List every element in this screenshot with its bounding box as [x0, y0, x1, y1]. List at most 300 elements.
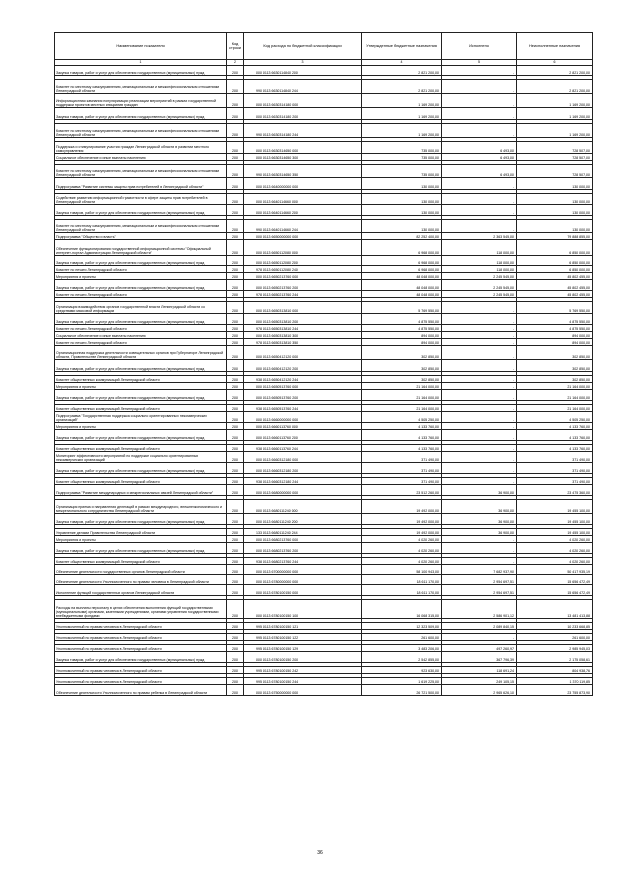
- row-executed: -: [442, 463, 517, 474]
- row-budget-code: 995 0113 6780100150 242: [244, 667, 362, 674]
- header-executed: Исполнено: [442, 33, 517, 60]
- row-budget-code: 000 0113 6650313810 000: [244, 302, 362, 314]
- row-code: 200: [227, 383, 244, 390]
- row-executed: 2 245 545,00: [442, 280, 517, 291]
- row-approved: 4 133 760,00: [362, 430, 442, 441]
- row-name: Комитет по местному самоуправлению, межнациональным и межконфессиональным отношениям Ленинградской области: [55, 220, 227, 233]
- row-budget-code: 000 0113 6630314180 200: [244, 108, 362, 120]
- row-unexecuted: 21 164 000,00: [517, 390, 593, 401]
- row-code: 200: [227, 240, 244, 256]
- row-approved: 21 164 000,00: [362, 383, 442, 390]
- row-unexecuted: 130 000,00: [517, 194, 593, 205]
- row-name: Комитет по печати Ленинградской области: [55, 325, 227, 332]
- row-code: 200: [227, 667, 244, 674]
- row-budget-code: 000 0113 6660113760 000: [244, 423, 362, 430]
- column-number: 1: [55, 60, 227, 66]
- row-approved: 3 483 206,00: [362, 645, 442, 652]
- row-approved: 4 875 550,00: [362, 314, 442, 325]
- row-code: 200: [227, 291, 244, 298]
- row-budget-code: 000 0113 6660000000 000: [244, 412, 362, 423]
- row-executed: -: [442, 178, 517, 190]
- row-code: 200: [227, 536, 244, 543]
- row-unexecuted: 302 850,00: [517, 376, 593, 383]
- row-name: Комитет общественных коммуникаций Ленинградской области: [55, 478, 227, 485]
- row-code: 200: [227, 94, 244, 108]
- table-row: [55, 346, 593, 360]
- row-approved: 48 048 000,00: [362, 291, 442, 298]
- row-name: Мероприятия и проекты: [55, 383, 227, 390]
- row-executed: 2 586 901,12: [442, 600, 517, 619]
- row-approved: 1 169 200,00: [362, 124, 442, 138]
- row-budget-code: 990 0113 6630314650 350: [244, 165, 362, 178]
- row-budget-code: 000 0113 6680111240 000: [244, 500, 362, 514]
- row-name: Управление делами Правительства Ленинградской области: [55, 529, 227, 536]
- row-budget-code: 000 0113 6630114840 200: [244, 66, 362, 76]
- table-row: [55, 194, 593, 205]
- row-approved: 4 020 260,00: [362, 558, 442, 565]
- row-budget-code: 938 0113 6660312180 244: [244, 478, 362, 485]
- table-row: [55, 273, 593, 280]
- row-name: Мероприятия и проекты: [55, 423, 227, 430]
- row-executed: 2 363 545,00: [442, 233, 517, 240]
- row-executed: 7 682 937,90: [442, 565, 517, 575]
- table-row: [55, 266, 593, 273]
- row-executed: -: [442, 634, 517, 641]
- table-row: [55, 142, 593, 154]
- row-code: 200: [227, 266, 244, 273]
- table-row: [55, 154, 593, 161]
- table-row: [55, 652, 593, 663]
- row-code: 200: [227, 273, 244, 280]
- row-code: 200: [227, 376, 244, 383]
- row-approved: 130 000,00: [362, 194, 442, 205]
- table-row: [55, 405, 593, 412]
- row-unexecuted: 728 507,00: [517, 142, 593, 154]
- row-unexecuted: 4 133 760,00: [517, 423, 593, 430]
- row-code: 200: [227, 412, 244, 423]
- row-approved: 371 490,00: [362, 478, 442, 485]
- row-code: 200: [227, 514, 244, 525]
- row-executed: 2 245 545,00: [442, 291, 517, 298]
- row-executed: -: [442, 405, 517, 412]
- row-budget-code: 000 0113 6680111240 200: [244, 514, 362, 525]
- table-row: [55, 240, 593, 256]
- row-code: 200: [227, 256, 244, 266]
- row-approved: 48 048 000,00: [362, 280, 442, 291]
- table-row: [55, 339, 593, 346]
- row-approved: 5 769 550,00: [362, 302, 442, 314]
- row-name: Организация приема и направления делегаций в рамках международного, внешнеэкономического и межрегионального сотрудничества Ленинградской области: [55, 500, 227, 514]
- row-approved: 4 133 760,00: [362, 445, 442, 452]
- row-approved: 18 611 170,00: [362, 575, 442, 585]
- row-budget-code: 000 0113 6650313810 200: [244, 314, 362, 325]
- table-row: [55, 543, 593, 554]
- row-executed: -: [442, 536, 517, 543]
- row-name: Социальное обеспечение и иные выплаты населению: [55, 154, 227, 161]
- row-unexecuted: 5 769 550,00: [517, 302, 593, 314]
- column-number: 4: [362, 60, 442, 66]
- row-code: 200: [227, 478, 244, 485]
- row-approved: 19 492 000,00: [362, 514, 442, 525]
- row-unexecuted: 1 169 200,00: [517, 124, 593, 138]
- row-executed: -: [442, 94, 517, 108]
- row-code: 200: [227, 165, 244, 178]
- row-unexecuted: 1 370 119,85: [517, 678, 593, 685]
- row-code: 200: [227, 108, 244, 120]
- row-code: 200: [227, 124, 244, 138]
- table-row: [55, 280, 593, 291]
- table-row: [55, 66, 593, 76]
- row-name: Комитет по местному самоуправлению, межнациональным и межконфессиональным отношениям Ленинградской области: [55, 165, 227, 178]
- table-row: [55, 529, 593, 536]
- row-budget-code: 000 0113 6700000000 000: [244, 565, 362, 575]
- row-unexecuted: 45 802 455,00: [517, 291, 593, 298]
- row-code: 200: [227, 154, 244, 161]
- row-code: 200: [227, 634, 244, 641]
- table-row: [55, 291, 593, 298]
- row-budget-code: 000 0113 6780100150 100: [244, 600, 362, 619]
- row-executed: -: [442, 124, 517, 138]
- row-approved: 130 000,00: [362, 205, 442, 216]
- row-approved: 4 020 260,00: [362, 543, 442, 554]
- row-name: Подпрограмма "Развитие системы защиты прав потребителей в Ленинградской области": [55, 178, 227, 190]
- row-unexecuted: 79 888 855,00: [517, 233, 593, 240]
- row-name: Мероприятия и проекты: [55, 273, 227, 280]
- row-executed: 367 796,39: [442, 652, 517, 663]
- row-budget-code: 990 0113 6640114660 244: [244, 220, 362, 233]
- row-unexecuted: 261 600,00: [517, 634, 593, 641]
- row-approved: 130 000,00: [362, 220, 442, 233]
- row-executed: -: [442, 423, 517, 430]
- table-row: [55, 463, 593, 474]
- row-budget-code: 000 0113 6650000000 000: [244, 233, 362, 240]
- row-approved: 1 169 200,00: [362, 108, 442, 120]
- table-row: [55, 360, 593, 372]
- row-code: 200: [227, 678, 244, 685]
- row-approved: 26 721 500,00: [362, 685, 442, 696]
- row-approved: 371 490,00: [362, 452, 442, 463]
- row-budget-code: 000 0113 6630314650 300: [244, 154, 362, 161]
- row-executed: -: [442, 325, 517, 332]
- row-unexecuted: 15 656 472,49: [517, 575, 593, 585]
- row-name: Исполнение функций государственных органов Ленинградской области: [55, 585, 227, 596]
- row-executed: -: [442, 445, 517, 452]
- row-unexecuted: 894 000,00: [517, 332, 593, 339]
- row-approved: 302 850,00: [362, 376, 442, 383]
- column-number: 5: [442, 60, 517, 66]
- row-name: Закупка товаров, работ и услуг для обеспечения государственных (муниципальных) нужд: [55, 66, 227, 76]
- row-budget-code: 000 0113 6680213760 000: [244, 536, 362, 543]
- row-unexecuted: 1 169 200,00: [517, 108, 593, 120]
- row-executed: 2 245 545,00: [442, 273, 517, 280]
- row-approved: 6 968 000,00: [362, 256, 442, 266]
- row-budget-code: 978 0113 6650313810 244: [244, 325, 362, 332]
- row-budget-code: 000 0113 6640114660 200: [244, 205, 362, 216]
- row-unexecuted: 15 656 472,49: [517, 585, 593, 596]
- row-budget-code: 978 0113 6650313810 350: [244, 339, 362, 346]
- row-approved: 2 542 855,00: [362, 652, 442, 663]
- row-code: 200: [227, 233, 244, 240]
- row-budget-code: 000 0113 6640114660 000: [244, 194, 362, 205]
- row-name: Комитет по печати Ленинградской области: [55, 339, 227, 346]
- row-unexecuted: 804 938,76: [517, 667, 593, 674]
- row-unexecuted: 371 490,00: [517, 478, 593, 485]
- row-unexecuted: 2 175 058,61: [517, 652, 593, 663]
- row-code: 200: [227, 585, 244, 596]
- row-budget-code: 978 0113 6650112080 240: [244, 266, 362, 273]
- row-budget-code: 978 0113 6650213760 244: [244, 291, 362, 298]
- row-executed: 2 089 840,15: [442, 623, 517, 630]
- row-executed: -: [442, 478, 517, 485]
- row-name: Закупка товаров, работ и услуг для обеспечения государственных (муниципальных) нужд: [55, 390, 227, 401]
- row-approved: 23 512 260,00: [362, 485, 442, 496]
- row-executed: -: [442, 332, 517, 339]
- row-executed: -: [442, 558, 517, 565]
- row-code: 200: [227, 558, 244, 565]
- report-sheet: [54, 32, 592, 696]
- row-executed: 118 000,00: [442, 240, 517, 256]
- row-code: 200: [227, 346, 244, 360]
- row-executed: -: [442, 430, 517, 441]
- row-unexecuted: 4 505 250,00: [517, 412, 593, 423]
- row-code: 200: [227, 565, 244, 575]
- row-unexecuted: 1 169 200,00: [517, 94, 593, 108]
- row-executed: -: [442, 346, 517, 360]
- row-executed: -: [442, 314, 517, 325]
- table-row: [55, 314, 593, 325]
- row-unexecuted: 2 821 200,00: [517, 66, 593, 76]
- row-executed: 6 493,00: [442, 142, 517, 154]
- table-row: [55, 575, 593, 585]
- row-approved: 19 492 000,00: [362, 529, 442, 536]
- row-budget-code: 000 0113 6650513760 200: [244, 390, 362, 401]
- row-code: 200: [227, 205, 244, 216]
- row-approved: 1 619 225,00: [362, 678, 442, 685]
- row-unexecuted: 50 417 935,19: [517, 565, 593, 575]
- table-row: [55, 423, 593, 430]
- row-executed: 118 691,24: [442, 667, 517, 674]
- table-row: [55, 478, 593, 485]
- row-executed: 2 965 626,10: [442, 685, 517, 696]
- row-name: Уполномоченный по правам человека в Ленинградской области: [55, 678, 227, 685]
- row-code: 200: [227, 543, 244, 554]
- row-approved: 735 000,00: [362, 142, 442, 154]
- table-row: [55, 685, 593, 696]
- row-executed: -: [442, 108, 517, 120]
- row-budget-code: 000 0113 6780100150 000: [244, 585, 362, 596]
- row-name: Подпрограмма "Развитие международных и межрегиональных связей Ленинградской области": [55, 485, 227, 496]
- row-executed: -: [442, 376, 517, 383]
- row-name: Закупка товаров, работ и услуг для обеспечения государственных (муниципальных) нужд: [55, 205, 227, 216]
- row-name: Комитет по местному самоуправлению, межнациональным и межконфессиональным отношениям Ленинградской области: [55, 80, 227, 94]
- row-executed: -: [442, 220, 517, 233]
- row-executed: -: [442, 383, 517, 390]
- row-unexecuted: 130 000,00: [517, 220, 593, 233]
- row-unexecuted: 4 875 550,00: [517, 314, 593, 325]
- row-unexecuted: 371 490,00: [517, 452, 593, 463]
- row-name: Закупка товаров, работ и услуг для обеспечения государственных (муниципальных) нужд: [55, 514, 227, 525]
- column-number: 2: [227, 60, 244, 66]
- row-approved: 4 020 260,00: [362, 536, 442, 543]
- row-unexecuted: 19 455 100,00: [517, 529, 593, 536]
- row-executed: -: [442, 543, 517, 554]
- row-code: 200: [227, 529, 244, 536]
- table-row: [55, 430, 593, 441]
- row-name: Закупка товаров, работ и услуг для обеспечения государственных (муниципальных) нужд: [55, 463, 227, 474]
- row-unexecuted: 4 020 260,00: [517, 558, 593, 565]
- row-code: 200: [227, 652, 244, 663]
- row-executed: -: [442, 302, 517, 314]
- table-row: [55, 485, 593, 496]
- table-row: [55, 623, 593, 630]
- row-unexecuted: 45 802 455,00: [517, 273, 593, 280]
- header-approved: Утвержденные бюджетные назначения: [362, 33, 442, 60]
- row-executed: 118 000,00: [442, 256, 517, 266]
- row-budget-code: 000 0113 6630314650 000: [244, 142, 362, 154]
- row-name: Комитет общественных коммуникаций Ленинградской области: [55, 405, 227, 412]
- row-unexecuted: 130 000,00: [517, 178, 593, 190]
- header-row-code: Код строки: [227, 33, 244, 60]
- row-code: 200: [227, 575, 244, 585]
- row-name: Обеспечение деятельности Уполномоченного по правам ребенка в Ленинградской области: [55, 685, 227, 696]
- table-row: [55, 452, 593, 463]
- row-code: 200: [227, 220, 244, 233]
- header-unexecuted: Неисполненные назначения: [517, 33, 593, 60]
- row-name: Поддержка и стимулирование участия граждан Ленинградской области в развитии местного самоуправления: [55, 142, 227, 154]
- table-header-row: [55, 33, 593, 60]
- row-code: 200: [227, 500, 244, 514]
- row-executed: 36 900,00: [442, 485, 517, 496]
- row-approved: 735 000,00: [362, 165, 442, 178]
- row-code: 200: [227, 485, 244, 496]
- table-row: [55, 390, 593, 401]
- row-executed: 6 493,00: [442, 154, 517, 161]
- row-approved: 58 100 943,00: [362, 565, 442, 575]
- row-unexecuted: 21 164 000,00: [517, 405, 593, 412]
- row-unexecuted: 2 821 200,00: [517, 80, 593, 94]
- row-approved: 894 000,00: [362, 339, 442, 346]
- header-name: Наименование показателя: [55, 33, 227, 60]
- table-row: [55, 325, 593, 332]
- row-approved: 371 490,00: [362, 463, 442, 474]
- row-executed: 6 493,00: [442, 165, 517, 178]
- row-approved: 302 850,00: [362, 360, 442, 372]
- row-name: Закупка товаров, работ и услуг для обеспечения государственных (муниципальных) нужд: [55, 280, 227, 291]
- row-name: Организация взаимодействия органов государственной власти Ленинградской области со средствами массовой информации: [55, 302, 227, 314]
- table-row: [55, 645, 593, 652]
- row-code: 200: [227, 360, 244, 372]
- row-budget-code: 938 0113 6680213760 244: [244, 558, 362, 565]
- row-executed: 118 000,00: [442, 266, 517, 273]
- row-budget-code: 000 0113 6650412120 000: [244, 346, 362, 360]
- row-approved: 16 068 315,00: [362, 600, 442, 619]
- row-approved: 4 133 760,00: [362, 423, 442, 430]
- row-unexecuted: 21 164 000,00: [517, 383, 593, 390]
- table-row: [55, 332, 593, 339]
- table-row: [55, 565, 593, 575]
- row-approved: 21 164 000,00: [362, 405, 442, 412]
- row-budget-code: 000 0113 6680213760 200: [244, 543, 362, 554]
- row-unexecuted: 4 133 760,00: [517, 430, 593, 441]
- row-approved: 1 169 200,00: [362, 94, 442, 108]
- row-code: 200: [227, 325, 244, 332]
- row-code: 200: [227, 645, 244, 652]
- table-row: [55, 634, 593, 641]
- row-approved: 18 611 170,00: [362, 585, 442, 596]
- row-budget-code: 133 0113 6680111240 244: [244, 529, 362, 536]
- row-approved: 4 505 250,00: [362, 412, 442, 423]
- row-executed: -: [442, 452, 517, 463]
- row-name: Мониторинг эффективности мероприятий по поддержке социально ориентированных некоммерческих организаций: [55, 452, 227, 463]
- row-name: Комитет общественных коммуникаций Ленинградской области: [55, 376, 227, 383]
- row-budget-code: 990 0113 6630114840 244: [244, 80, 362, 94]
- row-name: Закупка товаров, работ и услуг для обеспечения государственных (муниципальных) нужд: [55, 314, 227, 325]
- row-budget-code: 000 0113 6640000000 000: [244, 178, 362, 190]
- row-executed: -: [442, 339, 517, 346]
- row-code: 200: [227, 600, 244, 619]
- table-row: [55, 558, 593, 565]
- row-approved: 2 821 200,00: [362, 66, 442, 76]
- table-row: [55, 445, 593, 452]
- row-budget-code: 000 0113 6650112080 000: [244, 240, 362, 256]
- table-row: [55, 667, 593, 674]
- row-budget-code: 995 0113 6780100150 129: [244, 645, 362, 652]
- row-name: Информационная кампания популяризации реализации мероприятий в рамках государственной поддержки проектов местных инициатив граждан: [55, 94, 227, 108]
- row-executed: -: [442, 412, 517, 423]
- row-approved: 894 000,00: [362, 332, 442, 339]
- row-unexecuted: 45 802 455,00: [517, 280, 593, 291]
- row-code: 200: [227, 66, 244, 76]
- table-row: [55, 256, 593, 266]
- row-executed: -: [442, 360, 517, 372]
- row-name: Комитет по печати Ленинградской области: [55, 291, 227, 298]
- row-executed: 36 900,00: [442, 514, 517, 525]
- row-name: Уполномоченный по правам человека в Ленинградской области: [55, 645, 227, 652]
- row-budget-code: 000 0113 6780000000 000: [244, 575, 362, 585]
- row-budget-code: 000 0113 6650213760 200: [244, 280, 362, 291]
- row-name: Комитет общественных коммуникаций Ленинградской области: [55, 445, 227, 452]
- row-budget-code: 000 0113 6660312180 000: [244, 452, 362, 463]
- row-unexecuted: 4 133 760,00: [517, 445, 593, 452]
- row-name: Подпрограмма "Общество и власть": [55, 233, 227, 240]
- row-executed: -: [442, 66, 517, 76]
- table-row: [55, 205, 593, 216]
- table-row: [55, 514, 593, 525]
- row-unexecuted: 302 850,00: [517, 346, 593, 360]
- row-name: Обеспечение функционирования государственной информационной системы "Официальный интернет-портал Администрации Ленинградской области": [55, 240, 227, 256]
- row-name: Закупка товаров, работ и услуг для обеспечения государственных (муниципальных) нужд: [55, 256, 227, 266]
- row-code: 200: [227, 685, 244, 696]
- row-approved: 4 875 550,00: [362, 325, 442, 332]
- row-unexecuted: 6 850 000,00: [517, 266, 593, 273]
- row-code: 200: [227, 423, 244, 430]
- table-row: [55, 220, 593, 233]
- row-budget-code: 990 0113 6630314180 244: [244, 124, 362, 138]
- row-approved: 261 600,00: [362, 634, 442, 641]
- row-code: 200: [227, 194, 244, 205]
- row-unexecuted: 4 020 260,00: [517, 536, 593, 543]
- row-name: Уполномоченный по правам человека в Ленинградской области: [55, 623, 227, 630]
- row-executed: 497 260,97: [442, 645, 517, 652]
- table-body: [55, 66, 593, 696]
- row-budget-code: 000 0113 6650412120 200: [244, 360, 362, 372]
- row-budget-code: 995 0113 6780100150 244: [244, 678, 362, 685]
- row-unexecuted: 4 020 260,00: [517, 543, 593, 554]
- row-name: Закупка товаров, работ и услуг для обеспечения государственных (муниципальных) нужд: [55, 430, 227, 441]
- row-executed: 2 954 697,51: [442, 585, 517, 596]
- row-code: 200: [227, 405, 244, 412]
- row-executed: -: [442, 194, 517, 205]
